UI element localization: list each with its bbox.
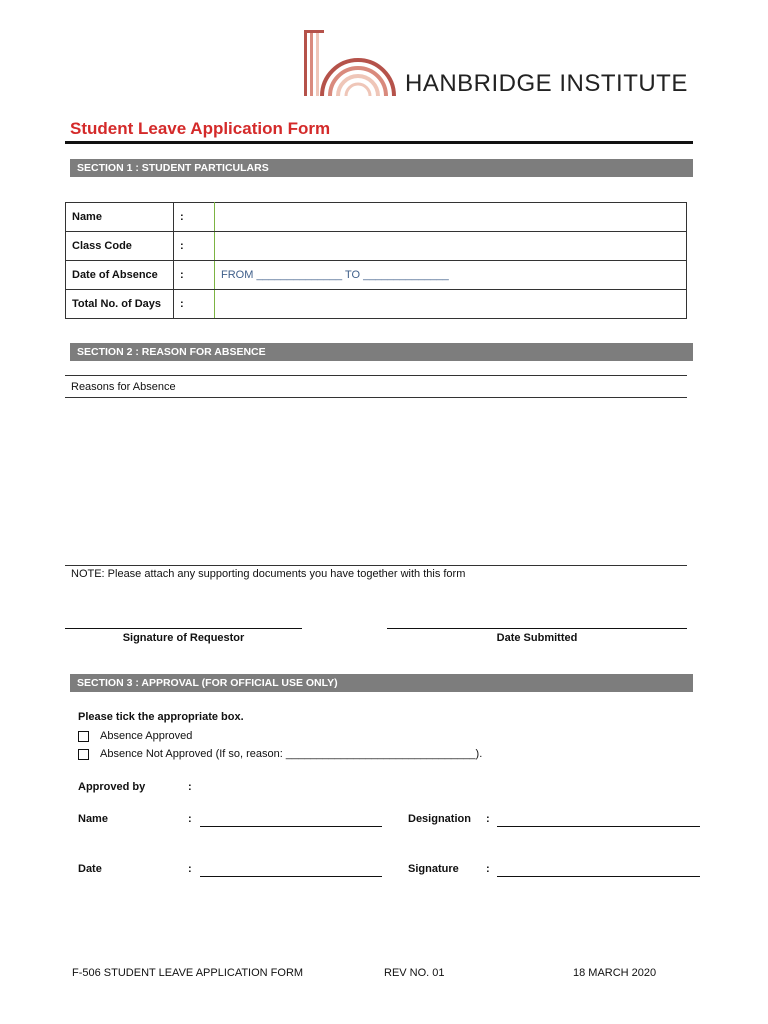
row-colon: : [174, 290, 215, 319]
title-divider [65, 141, 693, 144]
approval-date-colon: : [188, 863, 192, 875]
approved-option-label: Absence Approved [100, 730, 193, 742]
approver-signature-line[interactable] [497, 876, 700, 877]
institute-logo [300, 28, 400, 98]
date-submitted-line[interactable] [387, 628, 687, 629]
approver-signature-colon: : [486, 863, 490, 875]
footer-revision: REV NO. 01 [384, 967, 445, 979]
row-colon: : [174, 232, 215, 261]
class-code-field[interactable] [215, 232, 687, 261]
not-approved-checkbox[interactable] [78, 749, 89, 760]
footer-date: 18 MARCH 2020 [573, 967, 657, 979]
table-row [66, 290, 687, 319]
tick-instruction: Please tick the appropriate box. [78, 711, 244, 723]
divider [65, 397, 687, 398]
approved-checkbox[interactable] [78, 731, 89, 742]
divider [65, 565, 687, 566]
divider [65, 375, 687, 376]
table-row [66, 203, 687, 232]
reasons-textarea[interactable] [65, 400, 687, 563]
reasons-label: Reasons for Absence [71, 381, 176, 393]
form-title: Student Leave Application Form [70, 119, 331, 138]
table-row [66, 232, 687, 261]
approver-name-line[interactable] [200, 826, 382, 827]
attachment-note: NOTE: Please attach any supporting documents you have together with this form [71, 568, 466, 580]
approver-signature-label: Signature [408, 863, 459, 875]
row-colon: : [174, 261, 215, 290]
approver-name-colon: : [188, 813, 192, 825]
institute-name: HANBRIDGE INSTITUTE [405, 70, 688, 97]
approved-by-colon: : [188, 781, 192, 793]
approval-date-line[interactable] [200, 876, 382, 877]
approved-by-label: Approved by [78, 781, 146, 793]
date-submitted-label: Date Submitted [496, 632, 578, 644]
signature-of-requestor-label: Signature of Requestor [122, 632, 245, 644]
requestor-signature-line[interactable] [65, 628, 302, 629]
row-colon: : [174, 203, 215, 232]
footer-form-code: F-506 STUDENT LEAVE APPLICATION FORM [72, 967, 304, 979]
date-of-absence-field[interactable]: FROM ______________ TO ______________ [215, 261, 687, 290]
section1-heading: SECTION 1 : STUDENT PARTICULARS [70, 159, 693, 177]
approval-date-label: Date [78, 863, 102, 875]
total-days-field[interactable] [215, 290, 687, 319]
designation-colon: : [486, 813, 490, 825]
row-label: Class Code [66, 232, 174, 261]
student-particulars-table [65, 202, 687, 319]
designation-line[interactable] [497, 826, 700, 827]
section2-heading: SECTION 2 : REASON FOR ABSENCE [70, 343, 693, 361]
not-approved-option-label: Absence Not Approved (If so, reason: _______________________________). [100, 748, 483, 760]
designation-label: Designation [408, 813, 471, 825]
row-label: Date of Absence [66, 261, 174, 290]
name-field[interactable] [215, 203, 687, 232]
row-label: Total No. of Days [66, 290, 174, 319]
table-row [66, 261, 687, 290]
row-label: Name [66, 203, 174, 232]
approver-name-label: Name [78, 813, 108, 825]
section3-heading: SECTION 3 : APPROVAL (FOR OFFICIAL USE ONLY) [70, 674, 693, 692]
